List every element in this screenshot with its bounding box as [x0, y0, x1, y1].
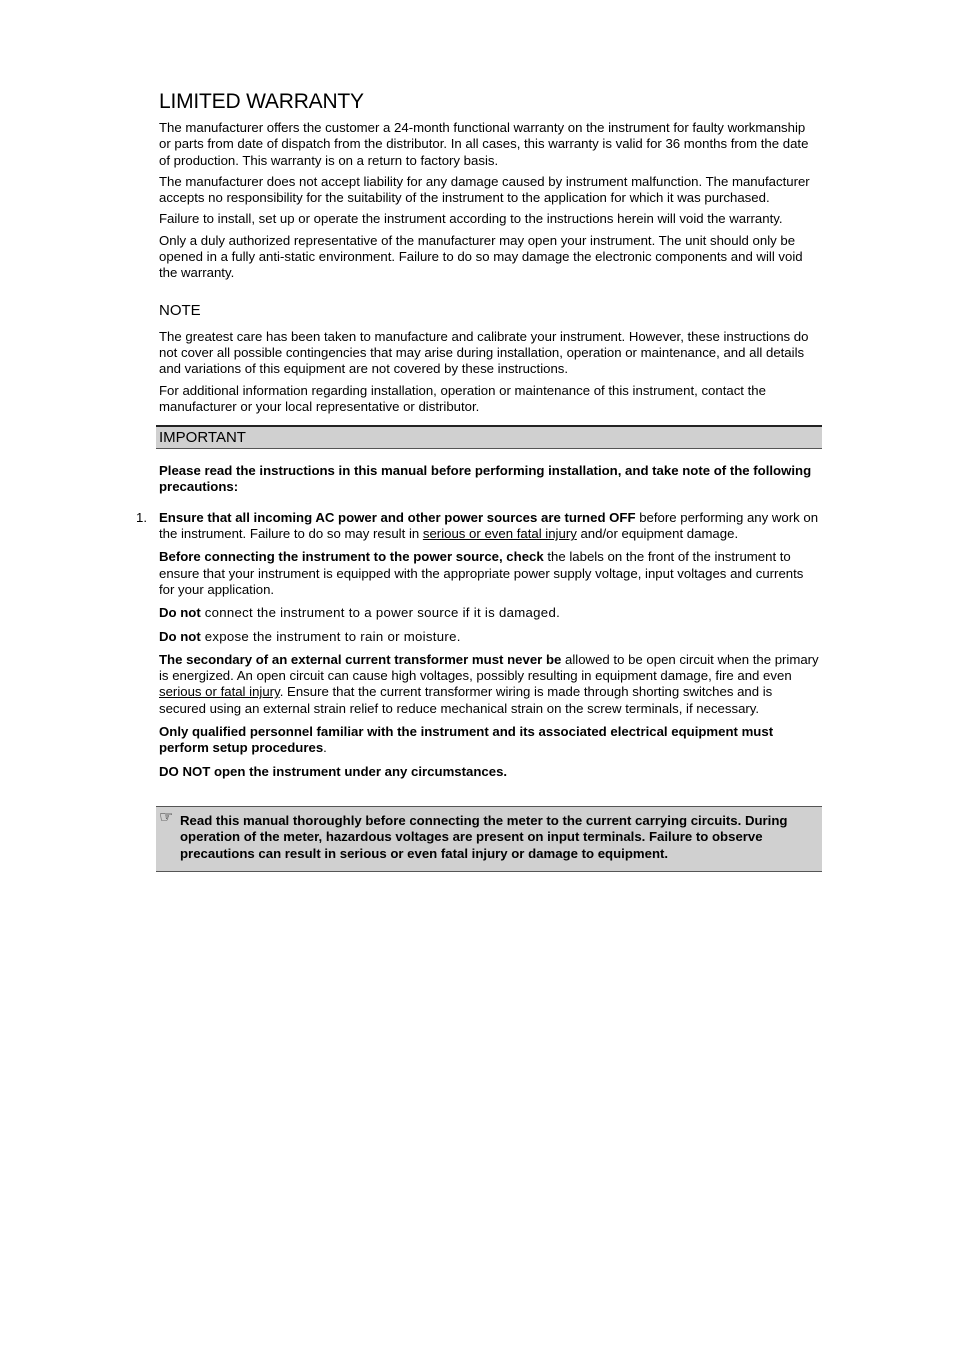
note-heading: NOTE [159, 301, 201, 319]
precaution-text: Ensure that all incoming AC power and other power sources are turned OFF before performing any work on the instrument. Failure to do so may result in serious or even fatal injury and/or equipment damage. [159, 509, 819, 542]
warranty-paragraph: The manufacturer does not accept liability for any damage caused by instrument malfunction. The manufacturer accepts no responsibility for the suitability of the instrument to the application for which it was purchased. [159, 173, 810, 206]
precaution-text: The secondary of an external current transformer must never be allowed to be open circuit when the primary is energized. An open circuit can cause high voltages, possibly resulting in equipment damage, fire and even serious or fatal injury. Ensure that the current transformer wiring is made through shorting switches and is secured using an external strain relief to reduce mechanical strain on the screw terminals, if necessary. [159, 651, 819, 716]
note-paragraph: The greatest care has been taken to manufacture and calibrate your instrument. However, these instructions do not cover all possible contingencies that may arise during installation, operation or maintenance, and all details and variations of this equipment are not covered by these instructions. [159, 328, 809, 377]
document-page [136, 90, 819, 872]
warranty-paragraph: Only a duly authorized representative of the manufacturer may open your instrument. The unit should only be opened in a fully anti-static environment. Failure to do so may damage the electronic components and will void the warranty. [159, 232, 803, 281]
precaution-item-1 [136, 509, 819, 543]
important-heading-bar [156, 425, 822, 449]
warning-box [156, 806, 822, 872]
important-heading: IMPORTANT [159, 429, 246, 447]
precaution-text: Only qualified personnel familiar with the instrument and its associated electrical equipment must perform setup procedures. [159, 724, 774, 756]
warning-text: Read this manual thoroughly before connecting the meter to the current carrying circuits. During operation of the meter, hazardous voltages are present on input terminals. Failure to observe precautions can result in serious or even fatal injury or damage to equipment. [180, 812, 788, 861]
precaution-text: Do not expose the instrument to rain or moisture. [159, 628, 461, 644]
page-title: LIMITED WARRANTY [159, 90, 364, 113]
note-paragraph: For additional information regarding installation, operation or maintenance of this instrument, contact the manufacturer or your local representative or distributor. [159, 382, 766, 414]
warranty-paragraph: Failure to install, set up or operate the instrument according to the instructions herein will void the warranty. [159, 211, 783, 227]
important-intro: Please read the instructions in this manual before performing installation, and take note of the following precautions: [159, 463, 812, 495]
pointing-hand-icon: ☞ [159, 808, 174, 826]
precaution-text: Do not connect the instrument to a power source if it is damaged. [159, 605, 561, 621]
list-number: 1. [136, 509, 147, 525]
precaution-text: Before connecting the instrument to the power source, check the labels on the front of the instrument to ensure that your instrument is equipped with the appropriate power supply voltage, input voltages and currents for your application. [159, 549, 804, 597]
warranty-paragraph: The manufacturer offers the customer a 24-month functional warranty on the instrument for faulty workmanship or parts from date of dispatch from the distributor. In all cases, this warranty is valid for 36 months from the date of production. This warranty is on a return to factory basis. [159, 120, 809, 168]
precaution-text: DO NOT open the instrument under any circumstances. [159, 763, 508, 779]
